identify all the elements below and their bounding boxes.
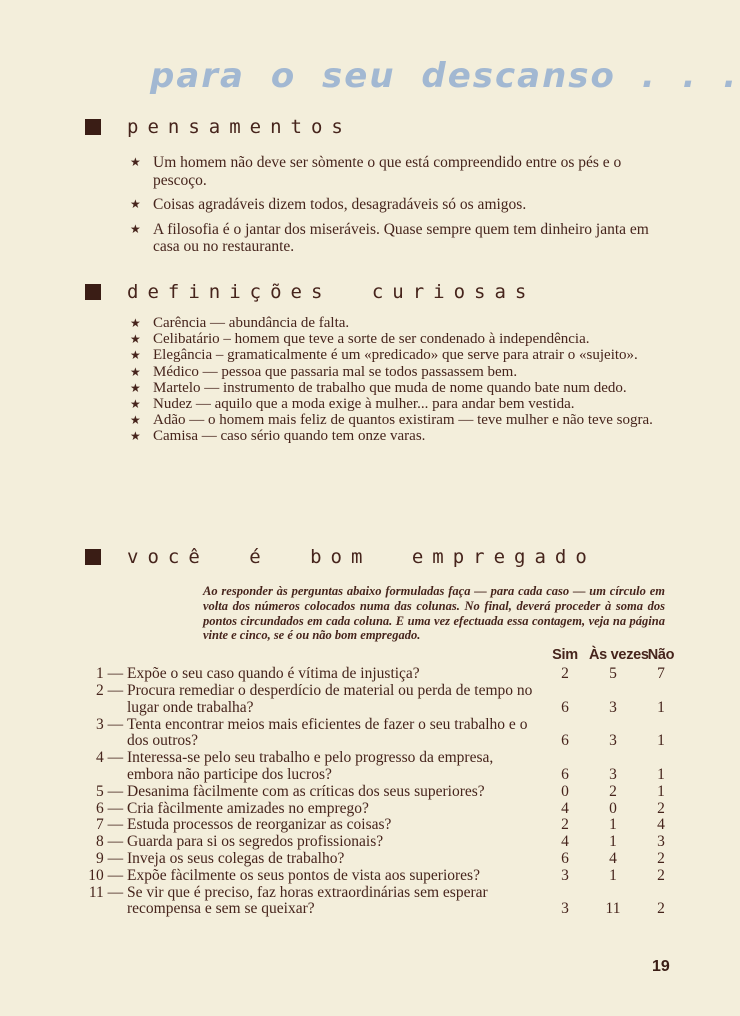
square-bullet-icon — [85, 119, 101, 135]
quiz-row — [85, 784, 685, 801]
quiz-row — [85, 801, 685, 818]
score-values — [541, 817, 685, 834]
score-as-vezes[interactable]: 3 — [609, 732, 617, 750]
score-as-vezes[interactable]: 1 — [609, 816, 617, 834]
score-nao[interactable]: 4 — [657, 816, 665, 834]
question — [85, 717, 541, 751]
list-item-text: Adão — o homem mais feliz de quantos existiram — teve mulher e não teve sogra. — [153, 412, 653, 429]
score-nao[interactable]: 1 — [657, 765, 665, 783]
question-number: 5 — — [96, 782, 127, 800]
score-nao[interactable]: 2 — [657, 799, 665, 817]
section-header-pensamentos — [85, 116, 690, 138]
question-text: Se vir que é preciso, faz horas extraordinárias sem esperar recompensa e sem se queixar? — [127, 883, 488, 918]
question-number: 1 — — [96, 665, 127, 683]
star-icon: ★ — [130, 397, 141, 412]
score-sim[interactable]: 2 — [561, 665, 569, 683]
question-number: 10 — — [88, 866, 127, 884]
square-bullet-icon — [85, 284, 101, 300]
score-values — [541, 767, 685, 784]
list-item — [130, 412, 675, 428]
score-as-vezes[interactable]: 11 — [605, 900, 621, 918]
quiz-rows — [85, 666, 685, 918]
pensamentos-list — [130, 154, 675, 256]
quiz-row — [85, 851, 685, 868]
star-icon: ★ — [130, 413, 141, 428]
section-definicoes — [85, 281, 690, 445]
list-item — [130, 396, 675, 412]
quiz-row — [85, 817, 685, 834]
section-header-quiz — [85, 546, 690, 568]
question — [85, 750, 541, 784]
question-text: Cria fàcilmente amizades no emprego? — [127, 799, 369, 817]
list-item — [130, 221, 675, 256]
score-nao[interactable]: 2 — [657, 866, 665, 884]
column-header-sim: Sim — [552, 647, 578, 664]
score-nao[interactable]: 1 — [657, 732, 665, 750]
question-text: Inveja os seus colegas de trabalho? — [127, 849, 345, 867]
list-item — [130, 347, 675, 363]
question-number: 11 — — [88, 883, 127, 901]
score-as-vezes[interactable]: 1 — [609, 866, 617, 884]
definicoes-list — [130, 315, 675, 445]
quiz-instructions: Ao responder às perguntas abaixo formuladas faça — para cada caso — um círculo em volta dos números colocados numa das colunas. No final, deverá proceder à soma dos pontos circundados em cada coluna. E uma vez efectuada essa contagem, veja na página vinte e cinco, se é ou não bom empregado. — [203, 584, 665, 643]
list-item — [130, 364, 675, 380]
question-text: Guarda para si os segredos profissionais? — [127, 833, 384, 851]
score-sim[interactable]: 6 — [561, 698, 569, 716]
star-icon: ★ — [130, 332, 141, 347]
page-title: para o seu descanso . . . — [150, 56, 739, 96]
question — [85, 683, 541, 717]
star-icon: ★ — [130, 380, 141, 395]
score-as-vezes[interactable]: 2 — [609, 782, 617, 800]
score-nao[interactable]: 3 — [657, 833, 665, 851]
list-item-text: Médico — pessoa que passaria mal se todos passassem bem. — [153, 363, 518, 380]
quiz-column-headers — [85, 647, 685, 663]
quiz-row — [85, 750, 685, 784]
list-item — [130, 331, 675, 347]
question — [85, 817, 541, 834]
star-icon: ★ — [130, 197, 141, 211]
score-as-vezes[interactable]: 3 — [609, 698, 617, 716]
score-values — [541, 868, 685, 885]
question-text: Procura remediar o desperdício de material ou perda de tempo no lugar onde trabalha? — [127, 681, 533, 716]
score-values — [541, 901, 685, 918]
score-values — [541, 733, 685, 750]
list-item-text: Nudez — aquilo que a moda exige à mulher... para andar bem vestida. — [153, 396, 575, 413]
section-title: pensamentos — [127, 116, 352, 138]
score-nao[interactable]: 2 — [657, 900, 665, 918]
section-pensamentos — [85, 116, 690, 263]
question — [85, 834, 541, 851]
score-as-vezes[interactable]: 1 — [609, 833, 617, 851]
score-nao[interactable]: 1 — [657, 782, 665, 800]
section-title: você é bom empregado — [127, 546, 596, 568]
score-sim[interactable]: 2 — [561, 816, 569, 834]
score-values — [541, 851, 685, 868]
page-number: 19 — [652, 958, 670, 975]
question — [85, 868, 541, 885]
question-number: 2 — — [96, 681, 127, 699]
star-icon: ★ — [130, 316, 141, 330]
quiz-row — [85, 717, 685, 751]
question-text: Interessa-se pelo seu trabalho e pelo progresso da empresa, embora não participe dos lucros? — [127, 749, 494, 783]
question — [85, 851, 541, 868]
score-sim[interactable]: 0 — [561, 782, 569, 800]
square-bullet-icon — [85, 549, 101, 565]
question-number: 6 — — [96, 799, 127, 817]
score-as-vezes[interactable]: 0 — [609, 799, 617, 817]
score-sim[interactable]: 6 — [561, 849, 569, 867]
score-values — [541, 784, 685, 801]
star-icon: ★ — [130, 429, 141, 444]
column-header-as-vezes: Às vezes — [589, 647, 649, 664]
score-values — [541, 801, 685, 818]
list-item-text: Carência — abundância de falta. — [153, 315, 350, 331]
question-number: 9 — — [96, 849, 127, 867]
list-item — [130, 315, 675, 331]
score-nao[interactable]: 7 — [657, 665, 665, 683]
list-item — [130, 380, 675, 396]
question — [85, 801, 541, 818]
quiz-table — [85, 647, 685, 918]
question-number: 3 — — [96, 715, 127, 733]
question-text: Estuda processos de reorganizar as coisas? — [127, 816, 392, 834]
score-as-vezes[interactable]: 5 — [609, 665, 617, 683]
list-item — [130, 196, 675, 214]
score-values — [541, 700, 685, 717]
star-icon: ★ — [130, 364, 141, 379]
list-item-text: A filosofia é o jantar dos miseráveis. Quase sempre quem tem dinheiro janta em casa ou no restaurante. — [153, 220, 649, 255]
score-sim[interactable]: 4 — [561, 799, 569, 817]
star-icon: ★ — [130, 155, 141, 169]
question-text: Expõe fàcilmente os seus pontos de vista aos superiores? — [127, 866, 480, 884]
list-item-text: Camisa — caso sério quando tem onze varas. — [153, 428, 426, 445]
section-title: definições curiosas — [127, 281, 536, 303]
score-sim[interactable]: 6 — [561, 765, 569, 783]
question — [85, 784, 541, 801]
quiz-row — [85, 885, 685, 919]
quiz-row — [85, 683, 685, 717]
question-number: 4 — — [96, 749, 127, 767]
column-header-nao: Não — [647, 647, 675, 664]
score-sim[interactable]: 6 — [561, 732, 569, 750]
question — [85, 666, 541, 683]
question-text: Expõe o seu caso quando é vítima de injustiça? — [127, 665, 420, 683]
score-nao[interactable]: 2 — [657, 849, 665, 867]
list-item-text: Um homem não deve ser sòmente o que está compreendido entre os pés e o pescoço. — [153, 154, 622, 189]
section-quiz — [85, 546, 690, 918]
quiz-row — [85, 834, 685, 851]
list-item-text: Elegância – gramaticalmente é um «predicado» que serve para atrair o «sujeito». — [153, 347, 638, 364]
score-sim[interactable]: 3 — [561, 866, 569, 884]
star-icon: ★ — [130, 221, 141, 236]
score-values — [541, 666, 685, 683]
question — [85, 885, 541, 919]
list-item-text: Coisas agradáveis dizem todos, desagradáveis só os amigos. — [153, 196, 527, 213]
question-text: Tenta encontrar meios mais eficientes de fazer o seu trabalho e o dos outros? — [127, 715, 528, 750]
section-header-definicoes — [85, 281, 690, 303]
list-item-text: Celibatário – homem que teve a sorte de ser condenado à independência. — [153, 331, 590, 348]
score-sim[interactable]: 3 — [561, 900, 569, 918]
list-item — [130, 428, 675, 444]
score-sim[interactable]: 4 — [561, 833, 569, 851]
score-nao[interactable]: 1 — [657, 698, 665, 716]
question-text: Desanima fàcilmente com as críticas dos seus superiores? — [127, 782, 485, 800]
score-as-vezes[interactable]: 3 — [609, 765, 617, 783]
score-values — [541, 834, 685, 851]
quiz-row — [85, 666, 685, 683]
score-as-vezes[interactable]: 4 — [609, 849, 617, 867]
list-item — [130, 154, 675, 189]
quiz-row — [85, 868, 685, 885]
question-number: 7 — — [96, 816, 127, 834]
question-number: 8 — — [96, 833, 127, 851]
star-icon: ★ — [130, 348, 141, 363]
list-item-text: Martelo — instrumento de trabalho que muda de nome quando bate num dedo. — [153, 379, 627, 396]
